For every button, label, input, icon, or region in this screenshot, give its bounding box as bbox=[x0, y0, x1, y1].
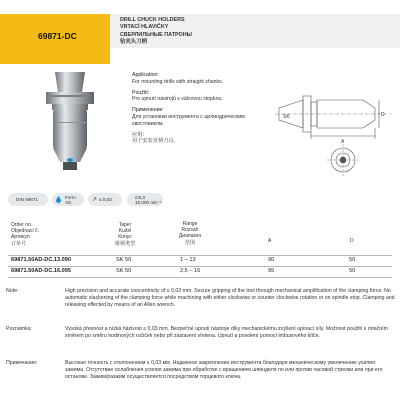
table-row bbox=[8, 267, 392, 277]
blue-highlight bbox=[67, 158, 73, 162]
drawing-label-a: A bbox=[341, 139, 345, 145]
cell-taper: SK 50 bbox=[116, 257, 132, 263]
col-header-range-en: Range bbox=[182, 221, 198, 227]
cell-range: 1 – 13 bbox=[180, 257, 196, 263]
spec-form-value: AD bbox=[65, 199, 72, 205]
col-header-range-zh: 范围 bbox=[184, 239, 195, 246]
product-photo bbox=[22, 70, 118, 180]
spec-balance-rpm: 15.000 min⁻¹ bbox=[135, 199, 162, 205]
col-header-taper-ru: Конус bbox=[118, 234, 132, 241]
application-section bbox=[132, 72, 272, 149]
col-header-order bbox=[11, 222, 39, 247]
title-cz: VRTACÍ HLAVIČKY bbox=[120, 24, 169, 31]
cell-order: 69871.50AD-DC.16.095 bbox=[11, 268, 72, 274]
application-heading: Application: bbox=[132, 72, 159, 78]
application-cz bbox=[132, 90, 272, 104]
col-header-taper bbox=[105, 222, 145, 247]
application-zh bbox=[132, 132, 272, 146]
application-heading: Применение: bbox=[132, 107, 164, 114]
jaws bbox=[63, 162, 77, 170]
drop-icon bbox=[56, 196, 61, 203]
col-header-range bbox=[170, 221, 210, 246]
table-header bbox=[8, 220, 392, 254]
note-text: Vysoká přesnost a nízká házivost ≤ 0,03 mm. Bezpečné upnutí nástroje díky mechanickému zvýšení upínací síly. Možnost použití s rotačním směrem po směru hodinových ručiček nebo při zastavení vřetena. Upnutí a povolení pomocí imbusového klíče. bbox=[65, 326, 388, 339]
cell-taper: SK 50 bbox=[116, 268, 132, 274]
col-header-range-cz: Rozsah bbox=[181, 227, 199, 234]
spec-form bbox=[52, 193, 84, 206]
note-text: Высокая точность с отклонением ≤ 0,03 мм. Надежное закрепление инструмента благодаря механическому увеличению усилия зажима. Отсутствие ослабления усилия зажима при обработке с вращением шпинделя по или против часовой стрелки или при его останове. Зажим/разжим осуществляется посредством торцевого ключа. bbox=[65, 360, 383, 380]
taper-shank bbox=[55, 72, 85, 92]
table-row bbox=[8, 256, 392, 266]
application-heading: 应用： bbox=[132, 131, 148, 138]
knurl-line bbox=[53, 122, 87, 123]
col-header-d: D bbox=[350, 238, 354, 244]
technical-drawing bbox=[275, 70, 391, 182]
col-header-range-ru: Диапазон bbox=[178, 233, 202, 240]
product-code: 69871-DC bbox=[38, 31, 77, 41]
col-header-taper-cz: Kužel bbox=[118, 228, 132, 235]
flange-groove bbox=[49, 95, 91, 97]
spec-runout-text: ≤ 0,03 bbox=[99, 197, 112, 202]
product-titles bbox=[120, 17, 192, 47]
cell-d: 50 bbox=[349, 257, 356, 263]
col-header-order-cz: Objednací č. bbox=[11, 228, 40, 235]
col-header-order-zh: 订单号 bbox=[11, 240, 27, 247]
drawing-label-d: D bbox=[381, 112, 385, 118]
col-header-order-ru: Артикул bbox=[11, 234, 30, 241]
cell-a: 90 bbox=[268, 257, 275, 263]
neck bbox=[52, 104, 88, 110]
cell-a: 95 bbox=[268, 268, 275, 274]
col-header-taper-zh: 锥柄类型 bbox=[114, 240, 135, 247]
spec-runout bbox=[88, 193, 122, 206]
note-label: Note: bbox=[6, 288, 19, 294]
flange bbox=[46, 92, 94, 104]
note-label: Poznámka: bbox=[6, 326, 32, 332]
application-text: For mounting drills with straight shanks. bbox=[132, 78, 224, 85]
col-header-a: A bbox=[268, 238, 272, 244]
col-header-order-en: Order no. bbox=[11, 222, 33, 228]
cell-order: 69871.50AD-DC.13.090 bbox=[11, 257, 72, 263]
product-code-box bbox=[0, 14, 110, 64]
note-label: Примечание: bbox=[6, 360, 38, 366]
cell-range: 2,5 – 16 bbox=[180, 268, 201, 274]
chuck-body bbox=[53, 110, 87, 148]
title-en: DRILL CHUCK HOLDERS bbox=[120, 17, 185, 23]
application-text: 用于安装直柄刀具。 bbox=[132, 138, 179, 145]
drawing-label-sk: SK bbox=[283, 114, 290, 120]
application-ru bbox=[132, 107, 272, 127]
application-en bbox=[132, 72, 272, 86]
application-heading: Použití: bbox=[132, 89, 150, 96]
cell-d: 50 bbox=[349, 268, 356, 274]
title-zh: 钻夹头刀柄 bbox=[120, 39, 147, 46]
spec-form-label: Form bbox=[65, 194, 76, 200]
table-divider bbox=[8, 277, 392, 278]
spec-din-text: DIN 69871 bbox=[16, 197, 38, 202]
application-text: Для установки инструмента с цилиндрическим хвостовиком. bbox=[132, 113, 245, 127]
spec-balance bbox=[127, 193, 163, 206]
spec-din bbox=[8, 193, 48, 206]
col-header-taper-en: Taper bbox=[118, 222, 132, 228]
application-text: Pro upnutí nástrojů s válcovou stopkou. bbox=[132, 96, 223, 103]
note-text: High precision and accurate concentricity of ≤ 0,03 mm. Secure gripping of the tool through mechanical amplification of the clamping force. No automatic slackening of the clamping force while machining with either clockwise or counter clockwise rotation or on spindle stop. Clamping and releasing effected by means of an Allen wrench. bbox=[65, 288, 395, 308]
runout-arrow-icon: ↗ bbox=[92, 197, 98, 203]
title-ru: СВЕРЛИЛЬНЫЕ ПАТРОНЫ bbox=[120, 31, 192, 38]
spec-balance-grade: G6,3 bbox=[135, 194, 145, 200]
